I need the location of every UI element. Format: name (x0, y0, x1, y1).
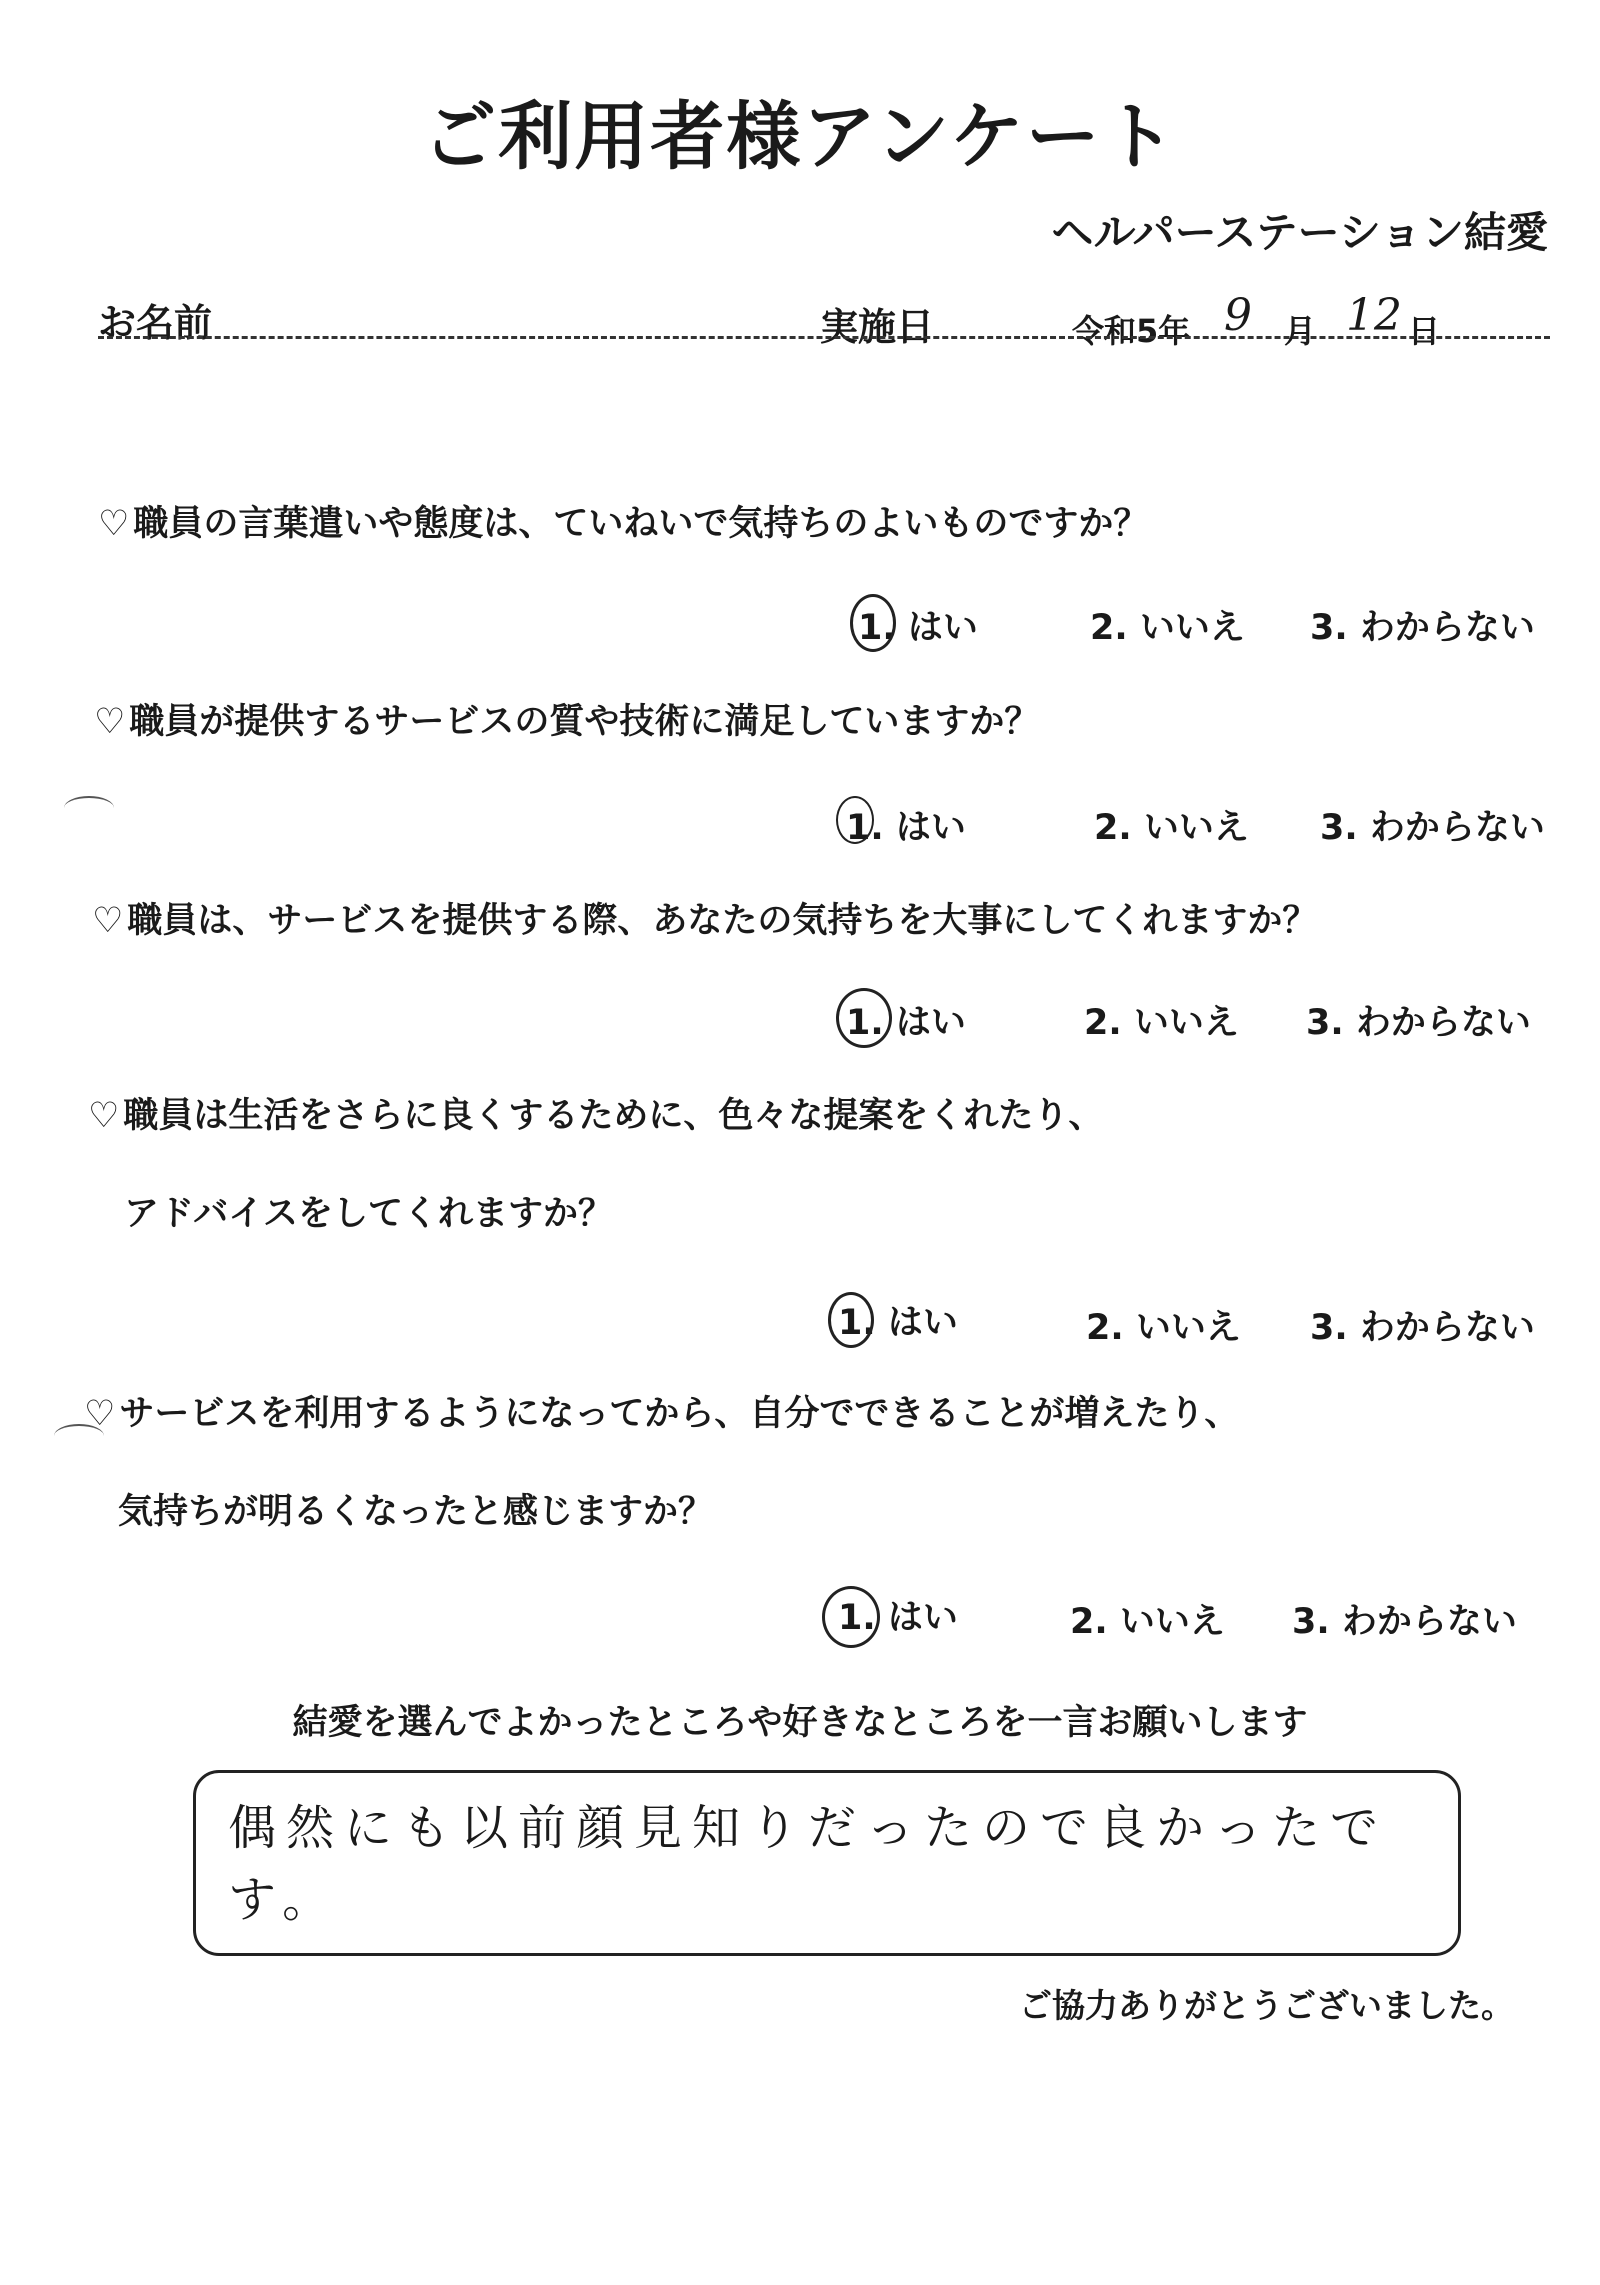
heart-icon: ♡ (98, 504, 130, 544)
comment-text: 偶然にも以前顔見知りだったので良かったです。 (228, 1800, 1389, 1928)
question-3-text: 職員は、サービスを提供する際、あなたの気持ちを大事にしてくれますか？ (127, 901, 1318, 941)
q2-option-unsure[interactable]: 3. わからない (1320, 808, 1545, 848)
q1-option-yes[interactable]: 1. はい (858, 608, 978, 648)
heart-icon: ♡ (92, 901, 124, 941)
stray-mark (54, 1424, 104, 1448)
header-dashed-rule (98, 336, 1550, 339)
heart-icon: ♡ (84, 1394, 116, 1434)
question-5-text-line1: サービスを利用するようになってから、自分でできることが増えたり、 (119, 1394, 1240, 1434)
q5-selection-circle (822, 1586, 880, 1648)
heart-icon: ♡ (88, 1096, 120, 1136)
date-label: 実施日 (820, 305, 935, 349)
question-5-text-line2: 気持ちが明るくなったと感じますか？ (118, 1492, 714, 1532)
q2-option-yes[interactable]: 1. はい (846, 808, 966, 848)
question-1 (98, 496, 1148, 546)
q2-option-no[interactable]: 2. いいえ (1094, 808, 1249, 848)
q3-option-yes[interactable]: 1. はい (846, 1003, 966, 1043)
question-2 (94, 694, 1039, 744)
q5-option-yes[interactable]: 1. はい (838, 1598, 958, 1638)
organization-name: ヘルパーステーション結愛 (1051, 208, 1548, 257)
day-value: 12 (1346, 290, 1402, 341)
q4-option-unsure[interactable]: 3. わからない (1310, 1308, 1535, 1348)
q5-option-no[interactable]: 2. いいえ (1070, 1602, 1225, 1642)
q4-selection-circle (828, 1292, 874, 1348)
survey-title: ご利用者様アンケート (422, 94, 1178, 180)
q3-option-no[interactable]: 2. いいえ (1084, 1003, 1239, 1043)
question-4-text-line1: 職員は生活をさらに良くするために、色々な提案をくれたり、 (123, 1096, 1104, 1136)
stray-mark (64, 796, 114, 820)
question-4 (88, 1088, 1103, 1138)
question-2-text: 職員が提供するサービスの質や技術に満足していますか？ (129, 702, 1040, 742)
q4-option-no[interactable]: 2. いいえ (1086, 1308, 1241, 1348)
question-3 (92, 893, 1317, 943)
q3-option-unsure[interactable]: 3. わからない (1306, 1003, 1531, 1043)
closing-message: ご協力ありがとうございました。 (1019, 1986, 1514, 2025)
q3-selection-circle (836, 988, 892, 1048)
q1-option-no[interactable]: 2. いいえ (1090, 608, 1245, 648)
question-1-text: 職員の言葉遣いや態度は、ていねいで気持ちのよいものですか？ (133, 504, 1149, 544)
question-5 (84, 1386, 1239, 1436)
q2-selection-circle (836, 796, 874, 844)
question-4-text-line2: アドバイスをしてくれますか？ (124, 1194, 613, 1234)
q1-option-unsure[interactable]: 3. わからない (1310, 608, 1535, 648)
day-label: 日 (1408, 312, 1441, 350)
heart-icon: ♡ (94, 702, 126, 742)
comment-prompt: 結愛を選んでよかったところや好きなところを一言お願いします (292, 1703, 1308, 1743)
q5-option-unsure[interactable]: 3. わからない (1292, 1602, 1517, 1642)
q1-selection-circle (850, 594, 896, 652)
era-label: 令和5年 (1072, 312, 1191, 350)
q4-option-yes[interactable]: 1. はい (838, 1303, 958, 1343)
name-label: お名前 (98, 301, 213, 345)
month-value: 9 (1224, 290, 1252, 341)
month-label: 月 (1284, 312, 1317, 350)
